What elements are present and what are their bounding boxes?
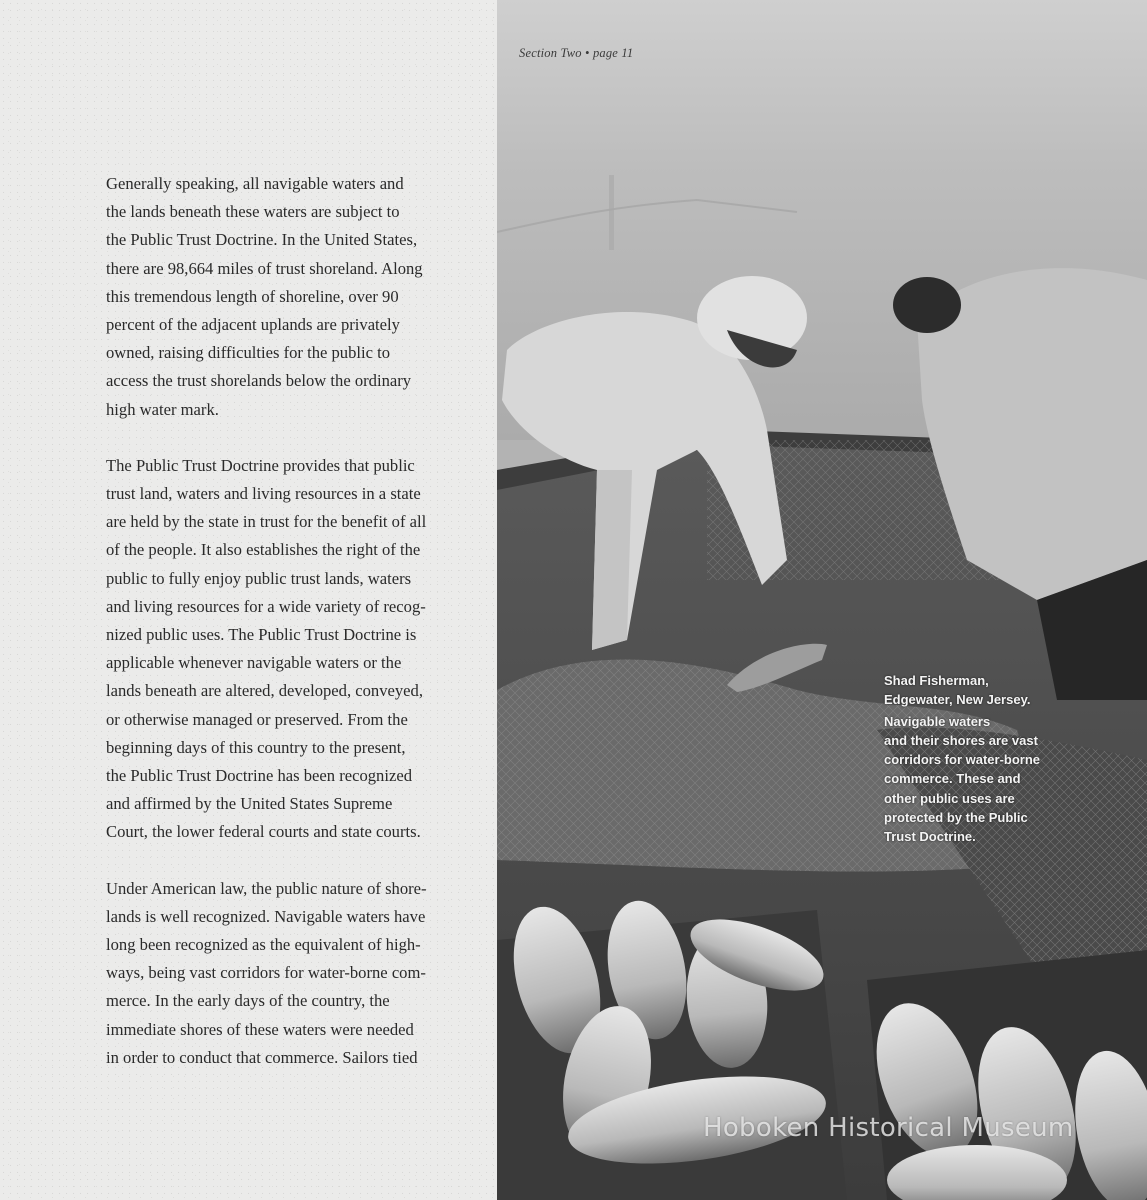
paragraph-3: Under American law, the public nature of shore- lands is well recognized. Navigable waters have long been recognized as the equivalent of high- ways, being vast corridors for water-borne com- merce. In the early days of the country, the immediate shores of these waters were needed in order to conduct that commerce. Sailors tied (106, 878, 427, 1067)
running-head: Section Two • page 11 (519, 46, 634, 60)
caption-body: Navigable waters and their shores are vast corridors for water-borne commerce. These and other public uses are protected by the Public Trust Doctrine. (884, 713, 1041, 845)
paragraph-2: The Public Trust Doctrine provides that public trust land, waters and living resources in a state are held by the state in trust for the benefit of all of the people. It also establishes the right of the public to fully enjoy public trust lands, waters and living resources for a wide variety of recog- nized public uses. The Public Trust Doctrine is applicable whenever navigable waters or the lands beneath are altered, developed, conveyed, or otherwise managed or preserved. From the beginning days of this country to the present, the Public Trust Doctrine has been recognized and affirmed by the United States Supreme Court, the lower federal courts and state courts. (106, 455, 427, 842)
photograph (497, 0, 1147, 1200)
text-column (106, 170, 470, 1100)
caption-title: Shad Fisherman, Edgewater, New Jersey. (884, 673, 1031, 708)
photo-caption (884, 671, 1064, 847)
left-page (0, 0, 500, 1200)
paragraph-1: Generally speaking, all navigable waters and the lands beneath these waters are subject to the Public Trust Doctrine. In the United States, there are 98,664 miles of trust shoreland. Along this tremendous length of shoreline, over 90 percent of the adjacent uplands are privately owned, raising difficulties for the public to access the trust shorelands below the ordinary high water mark. (106, 174, 423, 419)
watermark: Hoboken Historical Museum (703, 1113, 1074, 1143)
